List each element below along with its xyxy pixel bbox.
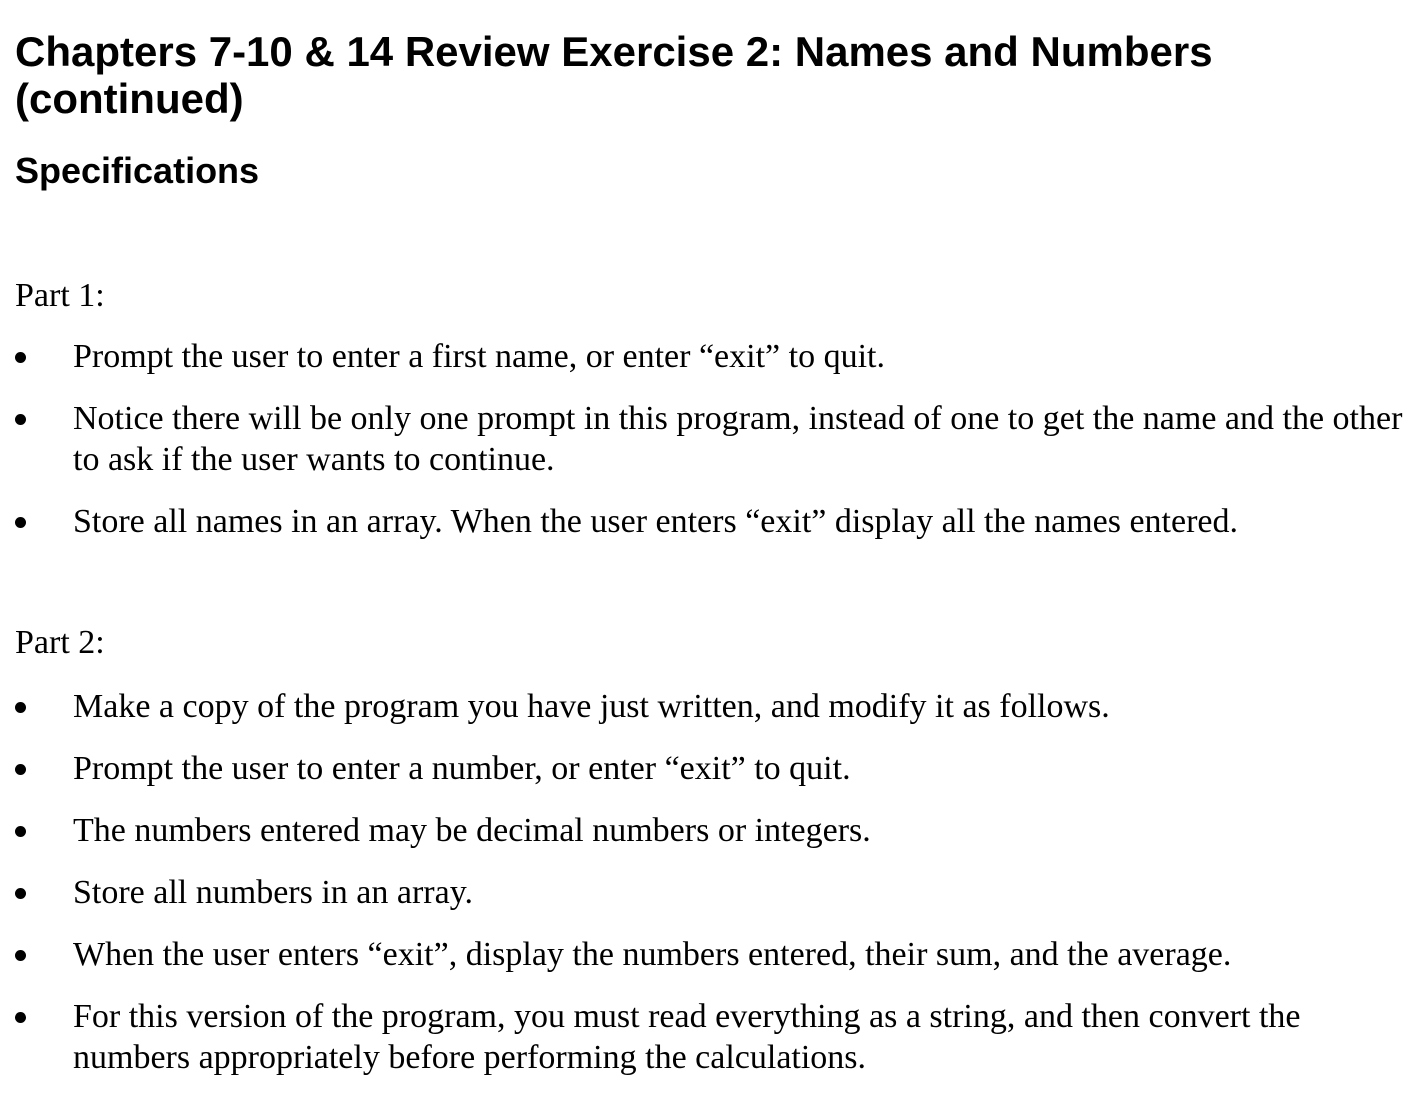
- part2-label: Part 2:: [15, 624, 105, 661]
- list-item-text: Store all names in an array. When the user enters “exit” display all the names entered.: [73, 503, 1238, 540]
- bullet-icon: [15, 764, 26, 775]
- list-item: [15, 810, 1405, 851]
- list-item-text: Notice there will be only one prompt in this program, instead of one to get the name and the other to ask if the user wants to continue.: [73, 400, 1403, 478]
- list-item-text: Prompt the user to enter a first name, or enter “exit” to quit.: [73, 338, 885, 375]
- bullet-icon: [15, 888, 26, 899]
- list-item: [15, 336, 1405, 377]
- list-item-text: Store all numbers in an array.: [73, 874, 473, 911]
- list-item-text: For this version of the program, you must read everything as a string, and then convert the numbers appropriately before performing the calculations.: [73, 998, 1301, 1076]
- list-item-text: When the user enters “exit”, display the numbers entered, their sum, and the average.: [73, 936, 1232, 973]
- bullet-icon: [15, 702, 26, 713]
- list-item: [15, 872, 1405, 913]
- list-item: [15, 501, 1405, 542]
- list-item: [15, 996, 1405, 1078]
- part2-list: [15, 686, 1405, 1099]
- bullet-icon: [15, 950, 26, 961]
- list-item-text: Make a copy of the program you have just written, and modify it as follows.: [73, 688, 1110, 725]
- page-title: Chapters 7-10 & 14 Review Exercise 2: Names and Numbers (continued): [15, 28, 1213, 122]
- list-item: [15, 934, 1405, 975]
- part1-list: [15, 336, 1405, 563]
- section-heading-specifications: Specifications: [15, 150, 260, 191]
- bullet-icon: [15, 414, 26, 425]
- bullet-icon: [15, 1012, 26, 1023]
- list-item: [15, 686, 1405, 727]
- list-item: [15, 748, 1405, 789]
- list-item-text: The numbers entered may be decimal numbers or integers.: [73, 812, 871, 849]
- list-item: [15, 398, 1405, 480]
- bullet-icon: [15, 352, 26, 363]
- part1-label: Part 1:: [15, 277, 105, 314]
- bullet-icon: [15, 826, 26, 837]
- list-item-text: Prompt the user to enter a number, or enter “exit” to quit.: [73, 750, 851, 787]
- bullet-icon: [15, 517, 26, 528]
